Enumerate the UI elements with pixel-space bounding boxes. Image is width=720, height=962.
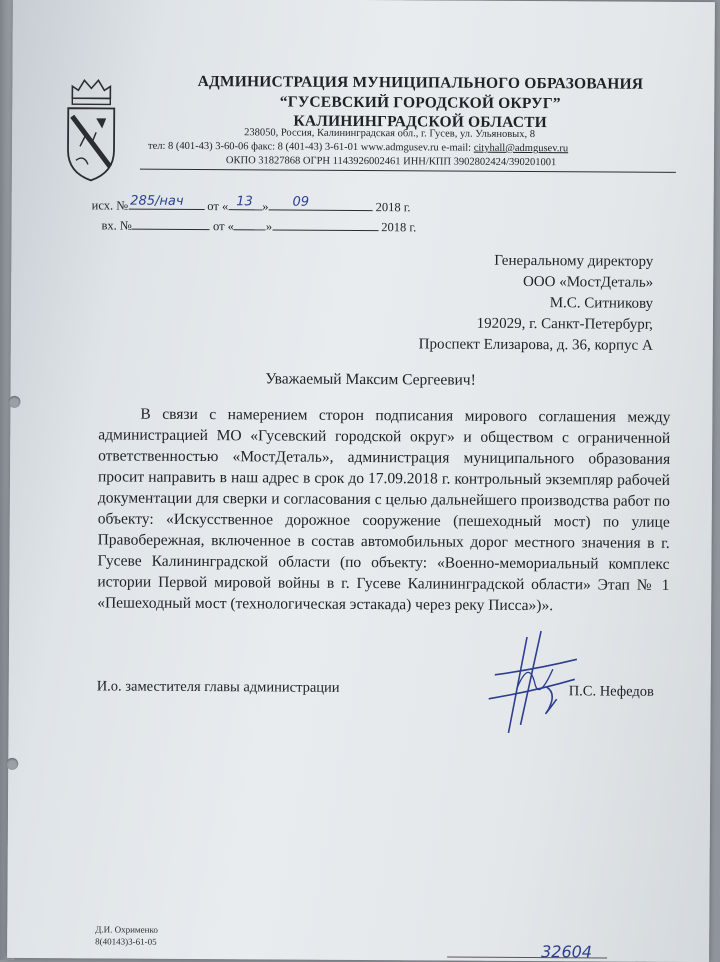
incoming-registration (102, 216, 417, 235)
letterhead-address: 238050, Россия, Калининградская обл., г. Гусев, ул. Ульяновых, 8 (244, 127, 536, 141)
addressee-line2: ООО «МостДеталь» (522, 273, 654, 291)
letterhead-title-line3: КАЛИНИНГРАДСКОЙ ОБЛАСТИ (293, 112, 548, 132)
letter-body (97, 403, 670, 616)
executor-name: Д.И. Охрименко (95, 924, 158, 935)
punch-hole (6, 758, 18, 770)
incoming-day-field (234, 217, 266, 230)
handwritten-stamp-number: 32604 (541, 942, 593, 962)
incoming-month-field (272, 217, 378, 231)
letterhead-title-line2: “ГУСЕВСКИЙ ГОРОДСКОЙ ОКРУГ” (279, 93, 561, 113)
outgoing-year: 2018 г. (375, 200, 411, 215)
outgoing-month-field (268, 194, 372, 211)
incoming-year: 2018 г. (381, 220, 417, 235)
letterhead-ids: ОКПО 31827868 ОГРН 1143926002461 ИНН/КПП 3902802424/390201001 (225, 155, 557, 169)
addressee-line3: М.С. Ситникову (549, 295, 654, 312)
letterhead-contacts (148, 141, 568, 155)
letter-page (7, 0, 715, 962)
outgoing-day-field (228, 194, 262, 210)
outgoing-number-field (128, 193, 204, 210)
signatory-position: И.о. заместителя главы администрации (96, 678, 340, 696)
addressee-line4: 192029, г. Санкт-Петербург, (476, 315, 654, 333)
addressee-line5: Проспект Елизарова, д. 36, корпус А (418, 336, 653, 354)
email-link[interactable]: cityhall@admgusev.ru (473, 142, 569, 155)
contacts-text: тел: 8 (401-43) 3-60-06 факс: 8 (401-43) 3-61-01 www.admgusev.ru e-mail: (148, 140, 474, 154)
incoming-label: вх. № (101, 218, 132, 233)
header-divider (140, 169, 676, 173)
incoming-number-field (132, 217, 210, 230)
outgoing-registration (91, 193, 411, 215)
coat-of-arms-icon (62, 76, 121, 184)
outgoing-number: 285/нач (130, 193, 184, 209)
punch-hole (8, 396, 20, 408)
greeting: Уважаемый Максим Сергеевич! (265, 370, 476, 389)
incoming-from: от « (212, 219, 234, 234)
addressee-line1: Генеральному директору (494, 252, 654, 270)
outgoing-from: от « (207, 199, 229, 214)
outgoing-day: 13 (236, 194, 253, 210)
outgoing-label: исх. № (91, 198, 129, 213)
outgoing-month: 09 (292, 194, 310, 210)
incoming-close: » (265, 219, 273, 234)
signatory-name: П.С. Нефедов (568, 683, 654, 700)
letterhead-title-line1: АДМИНИСТРАЦИЯ МУНИЦИПАЛЬНОГО ОБРАЗОВАНИЯ (197, 72, 644, 93)
outgoing-close: » (262, 199, 269, 214)
executor-phone: 8(40143)3-61-05 (95, 936, 157, 947)
body-paragraph: В связи с намерением сторон подписания мирового соглашения между администрацией МО «Гусевский городской округ» и обществом с ограниченной ответственностью «МостДеталь», администрация муниципального образования просит направить в наш адрес в срок до 17.09.2018 г. контрольный экземпляр рабочей документации для сверки и согласования с целью дальнейшего производства работ по объекту: «Искусственное дорожное сооружение (пешеходный мост) по улице Правобережная, включенное в состав автомобильных дорог местного значения в г. Гусеве Калининградской области (по объекту: «Военно-мемориальный комплекс истории Первой мировой войны в г. Гусеве Калининградской области» Этап № 1 «Пешеходный мост (технологическая эстакада) через реку Писса»)». (97, 405, 671, 615)
